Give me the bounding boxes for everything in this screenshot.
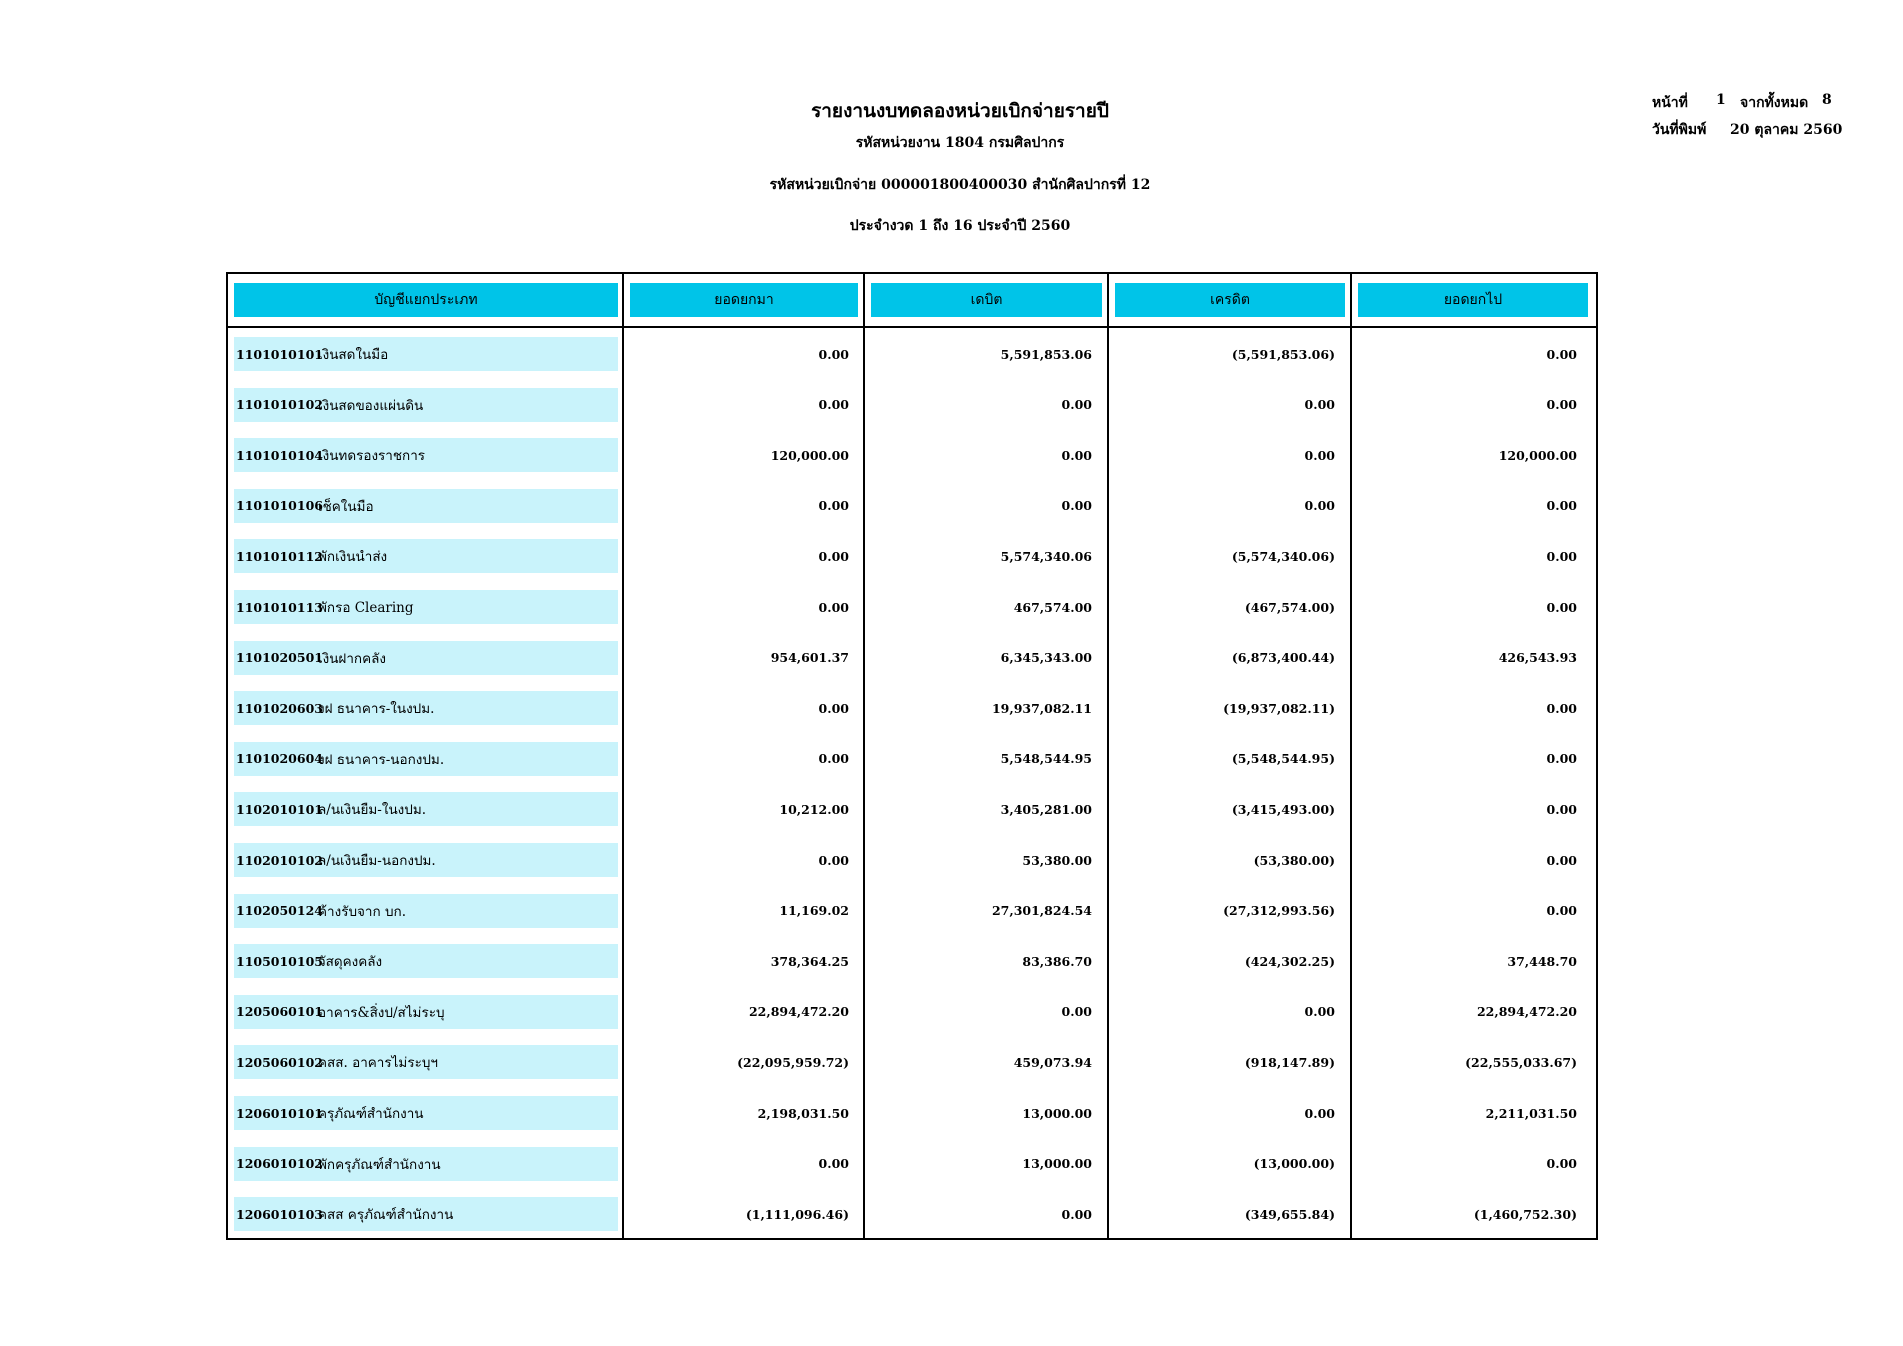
- page-number: 1: [1716, 92, 1726, 108]
- brought-forward-cell: 2,198,031.50: [757, 1105, 849, 1121]
- account-code: 1101020501: [236, 650, 323, 666]
- debit-cell: 0.00: [1061, 447, 1092, 463]
- credit-cell: 0.00: [1304, 498, 1335, 514]
- table-row: [228, 1045, 1596, 1079]
- account-cell: [234, 1045, 618, 1079]
- column-header-brought-forward: ยอดยกมา: [630, 283, 858, 317]
- table-row: [228, 742, 1596, 776]
- account-cell: [234, 1197, 618, 1231]
- brought-forward-cell: (22,095,959.72): [737, 1054, 849, 1070]
- debit-cell: 0.00: [1061, 1206, 1092, 1222]
- carried-forward-cell: 0.00: [1546, 801, 1577, 817]
- account-cell: [234, 691, 618, 725]
- account-code: 1101010102: [236, 397, 323, 413]
- credit-cell: 0.00: [1304, 397, 1335, 413]
- total-label: จากทั้งหมด: [1740, 95, 1809, 111]
- page-label: หน้าที่: [1652, 95, 1688, 111]
- debit-cell: 13,000.00: [1022, 1105, 1092, 1121]
- account-name: อาคาร&สิ่งป/สไม่ระบุ: [318, 1004, 445, 1021]
- brought-forward-cell: 0.00: [818, 346, 849, 362]
- account-code: 1101010106: [236, 498, 323, 514]
- account-name: วัสดุคงคลัง: [318, 954, 383, 971]
- account-name: งฝ ธนาคาร-ในงปม.: [318, 701, 435, 718]
- carried-forward-cell: (1,460,752.30): [1473, 1206, 1577, 1222]
- table-body: [228, 274, 1596, 1238]
- credit-cell: 0.00: [1304, 1105, 1335, 1121]
- account-name: งฝ ธนาคาร-นอกงปม.: [318, 751, 445, 768]
- debit-cell: 0.00: [1061, 498, 1092, 514]
- column-header-debit: เดบิต: [871, 283, 1102, 317]
- table-row: [228, 995, 1596, 1029]
- debit-cell: 19,937,082.11: [991, 700, 1092, 716]
- table-row: [228, 388, 1596, 422]
- account-cell: [234, 590, 618, 624]
- debit-cell: 5,548,544.95: [1000, 751, 1092, 767]
- account-cell: [234, 894, 618, 928]
- debit-cell: 459,073.94: [1013, 1054, 1092, 1070]
- credit-cell: (5,574,340.06): [1231, 548, 1335, 564]
- credit-cell: (3,415,493.00): [1231, 801, 1335, 817]
- table-row: [228, 691, 1596, 725]
- debit-cell: 13,000.00: [1022, 1156, 1092, 1172]
- agency-line: รหัสหน่วยงาน 1804 กรมศิลปากร: [855, 135, 1065, 151]
- account-cell: [234, 489, 618, 523]
- account-code: 1102010102: [236, 852, 323, 868]
- brought-forward-cell: 22,894,472.20: [748, 1004, 849, 1020]
- account-name: ล/นเงินยืม-นอกงปม.: [318, 853, 436, 869]
- account-code: 1206010102: [236, 1156, 323, 1172]
- brought-forward-cell: 0.00: [818, 751, 849, 767]
- carried-forward-cell: 0.00: [1546, 548, 1577, 564]
- brought-forward-cell: 0.00: [818, 1156, 849, 1172]
- table-row: [228, 894, 1596, 928]
- account-name: พักครุภัณฑ์สำนักงาน: [318, 1156, 441, 1173]
- account-cell: [234, 337, 618, 371]
- account-name: เช็คในมือ: [318, 498, 374, 515]
- brought-forward-cell: 954,601.37: [770, 650, 849, 666]
- brought-forward-cell: 0.00: [818, 599, 849, 615]
- account-code: 1101010112: [236, 548, 323, 564]
- account-code: 1102010101: [236, 801, 323, 817]
- account-name: เงินฝากคลัง: [318, 650, 386, 667]
- credit-cell: (467,574.00): [1244, 599, 1335, 615]
- account-code: 1102050124: [236, 903, 323, 919]
- report-title: รายงานงบทดลองหน่วยเบิกจ่ายรายปี: [811, 100, 1109, 122]
- period-line: ประจำงวด 1 ถึง 16 ประจำปี 2560: [849, 218, 1071, 234]
- disbursement-unit-line: รหัสหน่วยเบิกจ่าย 000001800400030 สำนักศิลปากรที่ 12: [769, 177, 1151, 193]
- total-pages: 8: [1822, 92, 1832, 108]
- account-cell: [234, 742, 618, 776]
- table-row: [228, 944, 1596, 978]
- carried-forward-cell: 0.00: [1546, 397, 1577, 413]
- carried-forward-cell: 0.00: [1546, 751, 1577, 767]
- trial-balance-table: [226, 272, 1598, 1240]
- account-code: 1101010101: [236, 346, 323, 362]
- debit-cell: 0.00: [1061, 397, 1092, 413]
- table-row: [228, 438, 1596, 472]
- debit-cell: 3,405,281.00: [1000, 801, 1092, 817]
- credit-cell: (5,591,853.06): [1231, 346, 1335, 362]
- account-name: ค้างรับจาก บก.: [318, 903, 407, 920]
- account-name: เงินสดของแผ่นดิน: [318, 397, 424, 414]
- credit-cell: 0.00: [1304, 1004, 1335, 1020]
- account-name: พักรอ Clearing: [318, 600, 414, 616]
- print-date-label: วันที่พิมพ์: [1652, 122, 1707, 138]
- credit-cell: (349,655.84): [1244, 1206, 1335, 1222]
- account-name: คสส ครุภัณฑ์สำนักงาน: [318, 1207, 454, 1224]
- account-code: 1101010113: [236, 599, 323, 615]
- account-name: เงินสดในมือ: [318, 347, 389, 363]
- brought-forward-cell: 120,000.00: [770, 447, 849, 463]
- table-row: [228, 641, 1596, 675]
- column-header-credit: เครดิต: [1115, 283, 1345, 317]
- table-row: [228, 1147, 1596, 1181]
- account-cell: [234, 1147, 618, 1181]
- credit-cell: (6,873,400.44): [1231, 650, 1335, 666]
- debit-cell: 5,574,340.06: [1000, 548, 1092, 564]
- carried-forward-cell: 0.00: [1546, 903, 1577, 919]
- account-cell: [234, 843, 618, 877]
- credit-cell: (27,312,993.56): [1223, 903, 1335, 919]
- debit-cell: 0.00: [1061, 1004, 1092, 1020]
- credit-cell: (424,302.25): [1244, 953, 1335, 969]
- print-date: 20 ตุลาคม 2560: [1730, 122, 1843, 138]
- credit-cell: (5,548,544.95): [1231, 751, 1335, 767]
- table-row: [228, 489, 1596, 523]
- debit-cell: 467,574.00: [1013, 599, 1092, 615]
- account-name: พักเงินนำส่ง: [318, 549, 388, 566]
- carried-forward-cell: 0.00: [1546, 346, 1577, 362]
- account-code: 1105010105: [236, 953, 323, 969]
- debit-cell: 83,386.70: [1022, 953, 1092, 969]
- table-row: [228, 1197, 1596, 1231]
- account-code: 1206010103: [236, 1206, 323, 1222]
- brought-forward-cell: 378,364.25: [770, 953, 849, 969]
- table-row: [228, 843, 1596, 877]
- brought-forward-cell: 0.00: [818, 498, 849, 514]
- table-row: [228, 1096, 1596, 1130]
- carried-forward-cell: 0.00: [1546, 599, 1577, 615]
- account-code: 1206010101: [236, 1105, 323, 1121]
- carried-forward-cell: 0.00: [1546, 1156, 1577, 1172]
- credit-cell: (918,147.89): [1244, 1054, 1335, 1070]
- account-code: 1101010104: [236, 447, 323, 463]
- table-row: [228, 590, 1596, 624]
- carried-forward-cell: 120,000.00: [1498, 447, 1577, 463]
- column-header-account: บัญชีแยกประเภท: [234, 283, 618, 317]
- debit-cell: 53,380.00: [1022, 852, 1092, 868]
- account-code: 1101020603: [236, 700, 323, 716]
- carried-forward-cell: 0.00: [1546, 852, 1577, 868]
- carried-forward-cell: 37,448.70: [1507, 953, 1577, 969]
- brought-forward-cell: 11,169.02: [779, 903, 849, 919]
- account-cell: [234, 995, 618, 1029]
- credit-cell: (13,000.00): [1253, 1156, 1335, 1172]
- column-header-carried-forward: ยอดยกไป: [1358, 283, 1588, 317]
- credit-cell: 0.00: [1304, 447, 1335, 463]
- account-cell: [234, 1096, 618, 1130]
- brought-forward-cell: 0.00: [818, 852, 849, 868]
- credit-cell: (53,380.00): [1253, 852, 1335, 868]
- table-row: [228, 539, 1596, 573]
- account-name: ล/นเงินยืม-ในงปม.: [318, 802, 427, 819]
- carried-forward-cell: 426,543.93: [1498, 650, 1577, 666]
- carried-forward-cell: 0.00: [1546, 498, 1577, 514]
- account-cell: [234, 944, 618, 978]
- account-cell: [234, 539, 618, 573]
- account-cell: [234, 438, 618, 472]
- account-code: 1101020604: [236, 751, 323, 767]
- brought-forward-cell: 0.00: [818, 548, 849, 564]
- brought-forward-cell: 0.00: [818, 700, 849, 716]
- carried-forward-cell: 22,894,472.20: [1476, 1004, 1577, 1020]
- credit-cell: (19,937,082.11): [1223, 700, 1335, 716]
- brought-forward-cell: 0.00: [818, 397, 849, 413]
- debit-cell: 27,301,824.54: [991, 903, 1092, 919]
- account-name: เงินทดรองราชการ: [318, 448, 426, 465]
- account-cell: [234, 641, 618, 675]
- brought-forward-cell: 10,212.00: [779, 801, 849, 817]
- carried-forward-cell: 0.00: [1546, 700, 1577, 716]
- account-code: 1205060102: [236, 1054, 323, 1070]
- carried-forward-cell: 2,211,031.50: [1485, 1105, 1577, 1121]
- account-code: 1205060101: [236, 1004, 323, 1020]
- table-row: [228, 337, 1596, 371]
- account-cell: [234, 792, 618, 826]
- debit-cell: 5,591,853.06: [1000, 346, 1092, 362]
- account-name: คสส. อาคารไม่ระบุฯ: [318, 1055, 438, 1072]
- table-row: [228, 792, 1596, 826]
- account-cell: [234, 388, 618, 422]
- account-name: ครุภัณฑ์สำนักงาน: [318, 1106, 424, 1122]
- carried-forward-cell: (22,555,033.67): [1465, 1054, 1577, 1070]
- debit-cell: 6,345,343.00: [1000, 650, 1092, 666]
- brought-forward-cell: (1,111,096.46): [745, 1206, 849, 1222]
